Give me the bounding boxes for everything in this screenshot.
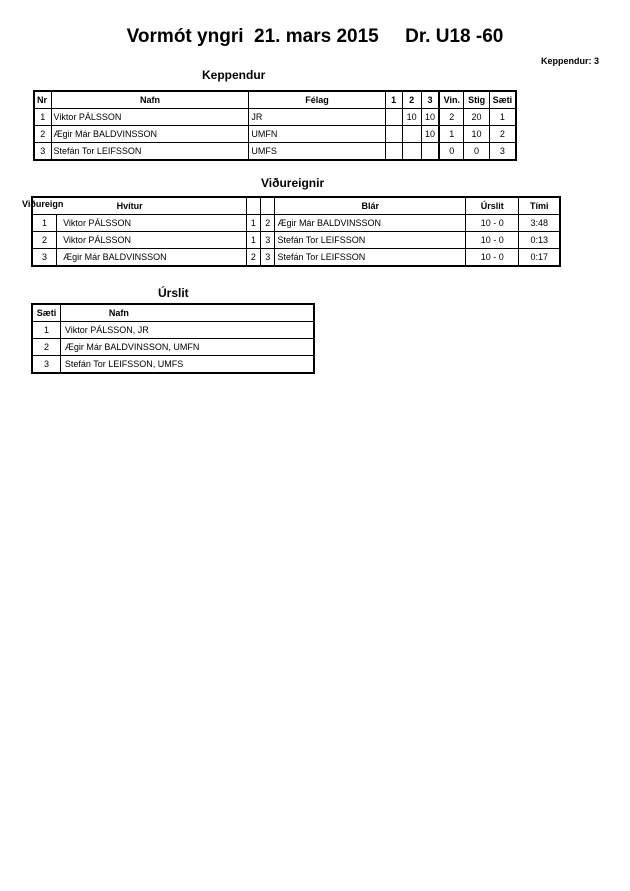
- cell: Ægir Már BALDVINSSON: [275, 215, 466, 232]
- matches-title: Viðureignir: [261, 176, 325, 190]
- cell: Ægir Már BALDVINSSON: [51, 126, 249, 143]
- table-row: [34, 143, 516, 161]
- cell: UMFN: [249, 126, 385, 143]
- cell: Stefán Tor LEIFSSON, UMFS: [60, 356, 314, 374]
- cell: Ægir Már BALDVINSSON, UMFN: [60, 339, 314, 356]
- cell: Stefán Tor LEIFSSON: [275, 232, 466, 249]
- cell: 0:13: [519, 232, 560, 249]
- cell: 1: [32, 322, 60, 339]
- col-wins: Vin.: [439, 91, 463, 109]
- cell: [421, 143, 439, 161]
- table-row: [32, 322, 314, 339]
- competitors-table: [33, 90, 517, 161]
- cell: 2: [246, 249, 260, 267]
- cell: 1: [246, 232, 260, 249]
- table-row: [32, 339, 314, 356]
- table-row: [32, 356, 314, 374]
- col-place: Sæti: [32, 304, 60, 322]
- col-result: Úrslit: [466, 197, 519, 215]
- cell: Stefán Tor LEIFSSON: [275, 249, 466, 267]
- cell: 3: [34, 143, 51, 161]
- cell: 2: [489, 126, 516, 143]
- cell: 1: [439, 126, 463, 143]
- cell: 10: [421, 109, 439, 126]
- col-place: Sæti: [489, 91, 516, 109]
- cell: 0: [464, 143, 490, 161]
- cell: 0:17: [519, 249, 560, 267]
- header-blank: [261, 197, 275, 215]
- cell: 10 - 0: [466, 249, 519, 267]
- col-name: Nafn: [60, 304, 314, 322]
- cell: 3: [32, 249, 57, 267]
- cell: [385, 143, 402, 161]
- col-points: Stig: [464, 91, 490, 109]
- results-table: [31, 303, 315, 374]
- cell: 1: [489, 109, 516, 126]
- cell: 10: [421, 126, 439, 143]
- results-title: Úrslit: [158, 286, 189, 300]
- cell: 10: [402, 109, 421, 126]
- col-round-3: 3: [421, 91, 439, 109]
- table-row: [34, 109, 516, 126]
- cell: Viktor PÁLSSON: [57, 215, 247, 232]
- cell: 3: [489, 143, 516, 161]
- cell: 3: [261, 232, 275, 249]
- participants-count: Keppendur: 3: [540, 56, 599, 66]
- col-white: Hvítur: [57, 197, 247, 215]
- competitors-header-row: [34, 91, 516, 109]
- cell: 10: [464, 126, 490, 143]
- cell: [402, 143, 421, 161]
- col-name: Nafn: [51, 91, 249, 109]
- cell: 1: [32, 215, 57, 232]
- col-match: Viðureign: [22, 199, 64, 209]
- cell: 2: [34, 126, 51, 143]
- cell: JR: [249, 109, 385, 126]
- cell: [385, 126, 402, 143]
- cell: Ægir Már BALDVINSSON: [57, 249, 247, 267]
- col-nr: Nr: [34, 91, 51, 109]
- matches-table: [31, 196, 561, 267]
- cell: 0: [439, 143, 463, 161]
- table-row: [34, 126, 516, 143]
- table-row: [32, 215, 560, 232]
- cell: 10 - 0: [466, 215, 519, 232]
- cell: Viktor PÁLSSON: [57, 232, 247, 249]
- header-blank: [246, 197, 260, 215]
- page-title: Vormót yngri 21. mars 2015 Dr. U18 -60: [126, 26, 504, 47]
- cell: 3: [32, 356, 60, 374]
- cell: 3: [261, 249, 275, 267]
- col-round-1: 1: [385, 91, 402, 109]
- cell: Stefán Tor LEIFSSON: [51, 143, 249, 161]
- cell: Viktor PÁLSSON: [51, 109, 249, 126]
- cell: 2: [32, 232, 57, 249]
- competitors-title: Keppendur: [202, 68, 266, 82]
- col-round-2: 2: [402, 91, 421, 109]
- cell: UMFS: [249, 143, 385, 161]
- header-blank: [32, 197, 57, 215]
- cell: 20: [464, 109, 490, 126]
- cell: 3:48: [519, 215, 560, 232]
- col-club: Félag: [249, 91, 385, 109]
- cell: [402, 126, 421, 143]
- cell: 2: [32, 339, 60, 356]
- table-row: [32, 249, 560, 267]
- matches-header-row: [32, 197, 560, 215]
- cell: 2: [261, 215, 275, 232]
- cell: 1: [34, 109, 51, 126]
- cell: Viktor PÁLSSON, JR: [60, 322, 314, 339]
- cell: [385, 109, 402, 126]
- cell: 2: [439, 109, 463, 126]
- cell: 10 - 0: [466, 232, 519, 249]
- cell: 1: [246, 215, 260, 232]
- table-row: [32, 232, 560, 249]
- results-header-row: [32, 304, 314, 322]
- col-time: Tími: [519, 197, 560, 215]
- col-blue: Blár: [275, 197, 466, 215]
